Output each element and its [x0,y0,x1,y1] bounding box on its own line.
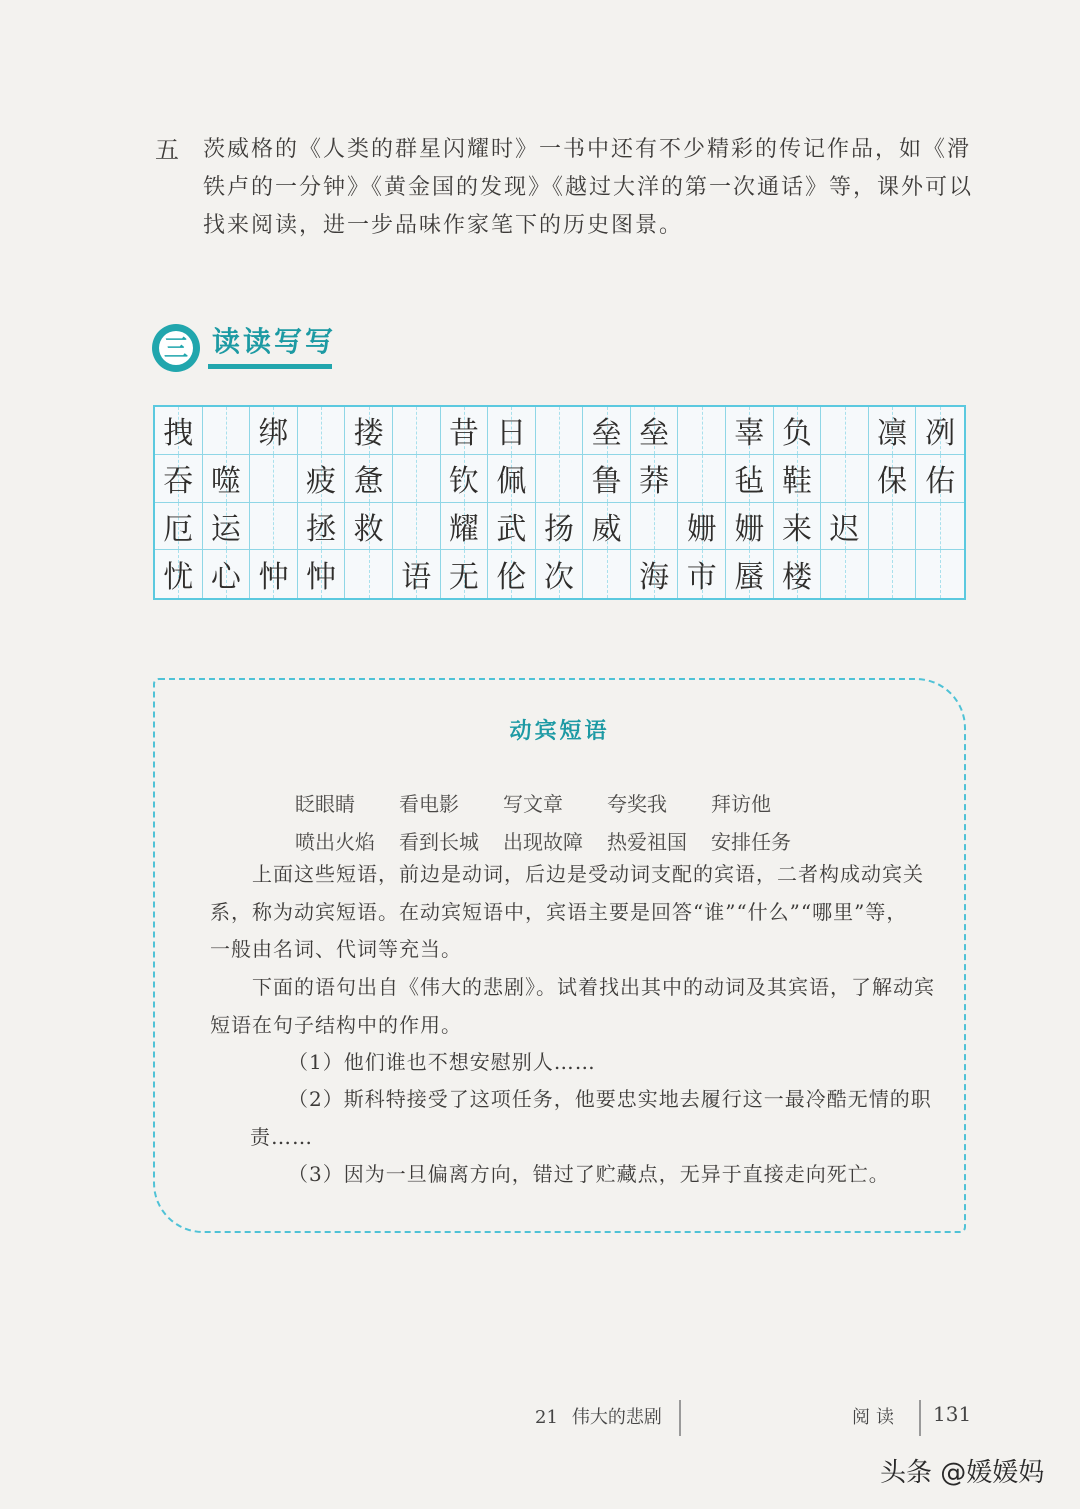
grid-cell [203,550,251,598]
grid-cell [441,455,489,503]
grid-cell [203,503,251,551]
grid-cell [678,455,726,503]
grid-cell [631,455,679,503]
grid-character: 垒 [639,416,670,452]
grid-cell [869,503,917,551]
grid-character: 惫 [353,464,384,500]
grid-character: 负 [781,416,812,452]
grid-cell [678,550,726,598]
grid-cell [869,407,917,455]
grid-cell [916,455,964,503]
grid-character: 鞋 [781,464,812,500]
grid-cell [250,503,298,551]
grid-character: 伦 [496,560,527,596]
grid-character: 心 [210,560,241,596]
grid-cell [155,455,203,503]
phrase: 喷出火焰 [295,830,375,854]
grid-cell [726,407,774,455]
grid-character: 语 [401,560,432,596]
example-line: （1）他们谁也不想安慰别人…… [288,1050,596,1074]
paragraph-line: 下面的语句出自《伟大的悲剧》。试着找出其中的动词及其宾语，了解动宾 [252,975,935,999]
grid-cell [726,550,774,598]
grid-cell [821,550,869,598]
grid-character: 扬 [543,511,574,547]
grid-character: 保 [877,464,908,500]
grid-character: 姗 [734,511,765,547]
phrase-row [295,788,815,817]
grid-cell [345,503,393,551]
phrase: 拜访他 [711,792,771,816]
example-sentence-3 [288,1156,890,1194]
page-number: 131 [933,1402,972,1426]
example-line: （2）斯科特接受了这项任务，他要忠实地去履行这一最冷酷无情的职 [288,1087,932,1111]
grid-character: 无 [448,560,479,596]
grid-cell [583,503,631,551]
exercise-line: 找来阅读，进一步品味作家笔下的历史图景。 [203,213,684,238]
grid-cell [298,503,346,551]
grid-character: 凛 [877,416,908,452]
task-paragraph [210,969,950,1044]
grid-character: 绑 [258,416,289,452]
grid-cell [155,550,203,598]
footer-divider [919,1400,921,1436]
grid-character: 疲 [306,464,337,500]
example-line: 责…… [250,1124,313,1149]
grid-cell [393,503,441,551]
grid-cell [631,503,679,551]
grid-cell [774,550,822,598]
grid-cell [869,550,917,598]
phrase: 安排任务 [711,830,791,854]
grid-cell [536,503,584,551]
grid-character: 辜 [734,416,765,452]
grid-cell [916,550,964,598]
grid-cell [393,550,441,598]
unit-label: 阅读 [852,1407,900,1428]
grid-cell [631,407,679,455]
grid-cell [441,407,489,455]
footer-lesson [535,1403,662,1429]
grid-cell [155,503,203,551]
grid-character: 忡 [306,560,337,596]
phrase: 看电影 [399,792,459,816]
grid-cell [345,455,393,503]
example-sentence-1 [288,1044,596,1082]
grid-cell [441,550,489,598]
grid-character: 毡 [734,464,765,500]
paragraph-line: 一般由名词、代词等充当。 [210,937,462,961]
knowledge-box [153,678,966,1233]
grid-cell [250,550,298,598]
example-line: （3）因为一旦偏离方向，错过了贮藏点，无异于直接走向死亡。 [288,1162,890,1186]
grid-cell [536,550,584,598]
grid-character: 市 [686,560,717,596]
grid-character: 鲁 [591,464,622,500]
paragraph-line: 系，称为动宾短语。在动宾短语中，宾语主要是回答“谁”“什么”“哪里”等， [210,899,908,924]
knowledge-title: 动宾短语 [509,718,610,744]
grid-cell [536,407,584,455]
grid-cell [869,455,917,503]
grid-character: 次 [543,560,574,596]
exercise-text [203,131,975,245]
source-watermark-tag: 头条 @媛媛妈 [880,1458,1045,1488]
footer-divider [679,1400,681,1436]
section-number-badge [152,324,200,372]
grid-character: 钦 [448,464,479,500]
grid-character: 吞 [163,464,194,500]
grid-cell [488,503,536,551]
grid-cell [774,503,822,551]
grid-character: 蜃 [734,560,765,596]
phrase: 出现故障 [503,830,583,854]
grid-character: 日 [496,416,527,452]
grid-cell [345,550,393,598]
grid-cell [393,455,441,503]
grid-cell [298,407,346,455]
example-sentence-2 [250,1081,932,1156]
grid-cell [488,407,536,455]
section-title: 读读写写 [212,325,337,358]
phrase: 写文章 [503,792,563,816]
grid-cell [441,503,489,551]
grid-character: 忡 [258,560,289,596]
phrase: 热爱祖国 [607,830,687,854]
grid-character: 厄 [163,511,194,547]
grid-cell [726,455,774,503]
grid-character: 垒 [591,416,622,452]
grid-character: 姗 [686,511,717,547]
grid-character: 昔 [448,416,479,452]
grid-cell [583,407,631,455]
grid-character: 佩 [496,464,527,500]
grid-character: 噬 [210,464,241,500]
grid-cell [298,455,346,503]
grid-character: 楼 [781,560,812,596]
grid-character: 耀 [448,511,479,547]
grid-character: 武 [496,511,527,547]
lesson-number: 21 [535,1407,558,1428]
section-number: 三 [159,331,193,365]
phrase-row [295,826,815,855]
grid-cell [155,407,203,455]
grid-cell [393,407,441,455]
grid-cell [298,550,346,598]
grid-cell [916,407,964,455]
character-practice-grid [153,405,966,600]
grid-cell [678,407,726,455]
phrase: 夸奖我 [607,792,667,816]
grid-cell [821,407,869,455]
grid-cell [774,455,822,503]
grid-character: 运 [210,511,241,547]
grid-cell [821,503,869,551]
grid-character: 忧 [163,560,194,596]
grid-cell [488,550,536,598]
grid-cell [583,550,631,598]
section-title-underline [208,364,332,369]
grid-character: 莽 [639,464,670,500]
grid-cell [203,407,251,455]
grid-cell [250,455,298,503]
grid-cell [583,455,631,503]
grid-cell [726,503,774,551]
phrase: 眨眼睛 [295,792,355,816]
grid-cell [631,550,679,598]
phrase: 看到长城 [399,830,479,854]
lesson-title: 伟大的悲剧 [571,1407,662,1428]
exercise-line: 铁卢的一分钟》《黄金国的发现》《越过大洋的第一次通话》等，课外可以 [203,175,974,200]
grid-cell [203,455,251,503]
grid-cell [916,503,964,551]
grid-cell [678,503,726,551]
paragraph-line: 上面这些短语，前边是动词，后边是受动词支配的宾语，二者构成动宾关 [252,862,924,886]
grid-character: 冽 [925,416,956,452]
explanation-paragraph [210,856,950,969]
exercise-number: 五 [155,136,179,164]
exercise-five [155,131,975,245]
grid-cell [250,407,298,455]
grid-character: 救 [353,511,384,547]
grid-character: 威 [591,511,622,547]
exercise-line: 茨威格的《人类的群星闪耀时》一书中还有不少精彩的传记作品，如《滑 [203,137,972,162]
grid-cell [488,455,536,503]
grid-character: 佑 [925,464,956,500]
grid-character: 迟 [829,511,860,547]
grid-cell [821,455,869,503]
grid-character: 海 [639,560,670,596]
grid-character: 拯 [306,511,337,547]
grid-character: 拽 [163,416,194,452]
grid-cell [536,455,584,503]
grid-character: 搂 [353,416,384,452]
grid-cell [345,407,393,455]
grid-character: 来 [781,511,812,547]
paragraph-line: 短语在句子结构中的作用。 [210,1012,462,1037]
grid-cell [774,407,822,455]
